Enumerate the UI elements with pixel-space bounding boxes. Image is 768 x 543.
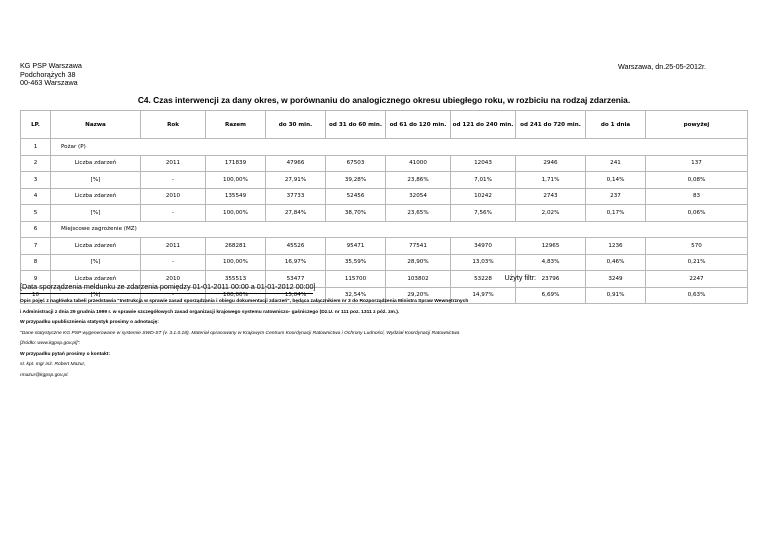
table-row (21, 254, 748, 271)
table-cell: 53477 (266, 271, 326, 288)
column-header: do 1 dnia (586, 111, 646, 139)
table-cell: 27,91% (266, 172, 326, 189)
footnote-line: "Dane statystyczne KG PSP wygenerowane w systemie SWD-ST (v. 3.1.0.18). Materiał opracowany w Krajowym Centrum Koordynacji Ratownictwa i Ochrony Ludności, Wydział Koordynacji Ratownictwa (20, 330, 460, 336)
table-cell: 38,70% (326, 205, 386, 222)
document-date: Warszawa, dn.25-05-2012r. (617, 62, 706, 71)
table-cell: 3249 (586, 271, 646, 288)
table-cell: [%] (51, 254, 141, 271)
table-cell: 0,08% (646, 172, 748, 189)
footnotes (20, 297, 750, 381)
table-cell: 23,65% (386, 205, 451, 222)
table-cell: 7,56% (451, 205, 516, 222)
table-cell: 2247 (646, 271, 748, 288)
report-title: C4. Czas interwencji za dany okres, w porównaniu do analogicznego okresu ubiegłego roku, w rozbiciu na rodzaj zdarzenia. (137, 95, 631, 105)
table-cell: 37733 (266, 188, 326, 205)
row-number: 4 (21, 188, 51, 205)
row-number: 2 (21, 155, 51, 172)
table-row (21, 139, 748, 156)
table-cell: 23,86% (386, 172, 451, 189)
table-cell: 2,02% (516, 205, 586, 222)
footnote-line: Opis pojęć z nagłówka tabeli przedstawia "Instrukcja w sprawie zasad sporządzania i obiegu dokumentacji zdarzeń", będąca załącznikiem nr 3 do Rozporządzenia Ministra Spraw Wewnętrznych (20, 299, 469, 304)
table-cell: - (141, 254, 206, 271)
table-cell: 6,69% (516, 287, 586, 304)
column-header: Rok (141, 111, 206, 139)
table-cell: 39,28% (326, 172, 386, 189)
table-cell: 53228 (451, 271, 516, 288)
table-cell: Liczba zdarzeń (51, 188, 141, 205)
column-header: od 121 do 240 min. (451, 111, 516, 139)
table-cell: 32054 (386, 188, 451, 205)
footnote-line: W przypadku upublicznienia statystyk prosimy o adnotację: (20, 320, 159, 325)
footnote-line: rmazur@kgpsp.gov.pl. (20, 372, 69, 378)
section-title: Pożar (P) (51, 139, 748, 156)
sender-address (20, 62, 82, 88)
filter-value: [Data sporządzenia meldunku ze zdarzenia pomiędzy 01-01-2011 00:00 a 01-01-2012 00:00] (20, 282, 316, 291)
table-row (21, 188, 748, 205)
column-header: od 31 do 60 min. (326, 111, 386, 139)
table-cell: [%] (51, 287, 141, 304)
table-cell: 137 (646, 155, 748, 172)
table-cell: 1,71% (516, 172, 586, 189)
table-cell: 0,91% (586, 287, 646, 304)
table-row (21, 238, 748, 255)
table-row (21, 155, 748, 172)
table-cell: [%] (51, 205, 141, 222)
row-number: 10 (21, 287, 51, 304)
column-header: Nazwa (51, 111, 141, 139)
table-cell: 35,59% (326, 254, 386, 271)
table-cell: 7,01% (451, 172, 516, 189)
table-cell: 100,00% (206, 254, 266, 271)
table-cell: 0,14% (586, 172, 646, 189)
column-header: LP. (21, 111, 51, 139)
table-cell: 241 (586, 155, 646, 172)
table-cell: 171839 (206, 155, 266, 172)
table-cell: 83 (646, 188, 748, 205)
table-cell: 0,21% (646, 254, 748, 271)
address-line: KG PSP Warszawa (20, 61, 82, 70)
table-cell: 2010 (141, 188, 206, 205)
footnote-line: st. kpt. mgr inż. Robert Mazur, (20, 362, 86, 367)
address-line: Podchorążych 38 (20, 69, 76, 79)
table-cell: 67503 (326, 155, 386, 172)
table-cell: 47966 (266, 155, 326, 172)
table-cell: 34970 (451, 238, 516, 255)
table-cell: 0,46% (586, 254, 646, 271)
column-header: od 241 do 720 min. (516, 111, 586, 139)
table-cell: 2011 (141, 238, 206, 255)
table-cell: 2743 (516, 188, 586, 205)
table-cell: 32,54% (326, 287, 386, 304)
row-number: 9 (21, 271, 51, 288)
table-cell: 15,04% (266, 287, 326, 304)
row-number: 7 (21, 238, 51, 255)
table-cell: - (141, 172, 206, 189)
table-cell: Liczba zdarzeń (51, 155, 141, 172)
address-line: 00-463 Warszawa (20, 78, 78, 88)
table-cell: 45526 (266, 238, 326, 255)
table-cell: 115700 (326, 271, 386, 288)
table-cell: 23796 (516, 271, 586, 288)
table-row (21, 205, 748, 222)
row-number: 8 (21, 254, 51, 271)
table-row (21, 221, 748, 238)
table-cell: 0,06% (646, 205, 748, 222)
table-cell: 95471 (326, 238, 386, 255)
table-cell: 1236 (586, 238, 646, 255)
table-cell: 77541 (386, 238, 451, 255)
row-number: 6 (21, 221, 51, 238)
table-cell: 14,97% (451, 287, 516, 304)
footnote-line: [źródło: www.kgpsp.gov.pl]". (20, 341, 81, 346)
table-cell: 28,90% (386, 254, 451, 271)
table-cell: 2946 (516, 155, 586, 172)
table-cell: Liczba zdarzeń (51, 271, 141, 288)
table-cell: 52456 (326, 188, 386, 205)
table-cell: Liczba zdarzeń (51, 238, 141, 255)
table-cell: 13,03% (451, 254, 516, 271)
table-cell: 29,20% (386, 287, 451, 304)
table-cell: 27,84% (266, 205, 326, 222)
table-cell: 12965 (516, 238, 586, 255)
table-cell: 0,63% (646, 287, 748, 304)
footnote-line: i Administracji z dnia 29 grudnia 1999 r. w sprawie szczegółowych zasad organizacji krajowego systemu ratowniczo- gaśniczego (Dz.U. nr 111 poz. 1311 z póź. zm.). (20, 309, 400, 315)
table-cell: 4,83% (516, 254, 586, 271)
table-cell: [%] (51, 172, 141, 189)
column-header: od 61 do 120 min. (386, 111, 451, 139)
footnote-line: W przypadku pytań prosimy o kontakt: (20, 351, 110, 357)
table-cell: 16,97% (266, 254, 326, 271)
table-cell: 10242 (451, 188, 516, 205)
table-cell: 2010 (141, 271, 206, 288)
table-row (21, 172, 748, 189)
table-header-row (21, 111, 748, 139)
column-header: Razem (206, 111, 266, 139)
table-cell: 570 (646, 238, 748, 255)
table-cell: 100,00% (206, 205, 266, 222)
table-cell: - (141, 287, 206, 304)
table-cell: 237 (586, 188, 646, 205)
table-cell: 135549 (206, 188, 266, 205)
table-cell: 100,00% (206, 287, 266, 304)
table-cell: 103802 (386, 271, 451, 288)
column-header: do 30 min. (266, 111, 326, 139)
table-cell: 2011 (141, 155, 206, 172)
row-number: 3 (21, 172, 51, 189)
section-title: Miejscowe zagrożenie (MZ) (51, 221, 748, 238)
table-cell: 268281 (206, 238, 266, 255)
table-cell: 12043 (451, 155, 516, 172)
table-cell: - (141, 205, 206, 222)
row-number: 1 (21, 139, 51, 156)
table-cell: 41000 (386, 155, 451, 172)
filter-label: Użyty filtr: (504, 273, 536, 282)
row-number: 5 (21, 205, 51, 222)
table-cell: 355513 (206, 271, 266, 288)
table-cell: 100,00% (206, 172, 266, 189)
table-cell: 0,17% (586, 205, 646, 222)
divider (20, 293, 313, 294)
column-header: powyżej (646, 111, 748, 139)
